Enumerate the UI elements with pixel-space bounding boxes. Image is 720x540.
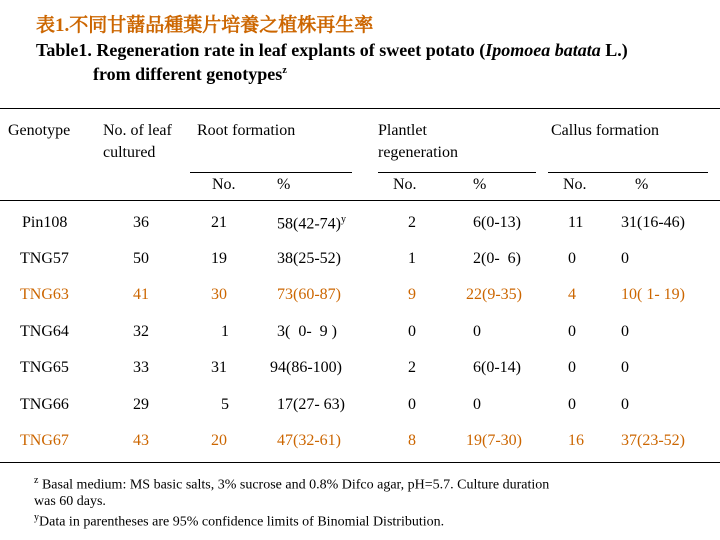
footnote-y xyxy=(34,512,444,531)
cell-callus-pct xyxy=(621,286,685,304)
cell-leaf-cultured xyxy=(133,214,149,232)
subheader-callus-no: No. xyxy=(563,176,587,193)
cell-callus-pct-text: 0 xyxy=(621,323,629,340)
cell-root-pct-text: 47(32-61) xyxy=(277,432,341,449)
cell-root-pct xyxy=(277,432,341,450)
cell-callus-pct xyxy=(621,359,629,377)
cell-plantlet-pct-text: 0 xyxy=(473,396,481,413)
table-top-rule xyxy=(0,108,720,109)
cell-genotype xyxy=(20,359,69,377)
cell-root-pct xyxy=(277,323,337,341)
cell-plantlet-pct-text: 19(7-30) xyxy=(466,432,522,449)
cell-callus-no xyxy=(568,214,583,232)
header-plantlet-line2: regeneration xyxy=(378,144,458,161)
cell-callus-pct xyxy=(621,432,685,450)
cell-callus-pct-text: 37(23-52) xyxy=(621,432,685,449)
cell-callus-no-text: 16 xyxy=(568,432,584,449)
cell-root-no-text: 31 xyxy=(211,359,227,376)
cell-genotype-text: TNG64 xyxy=(20,323,69,340)
cell-callus-no-text: 0 xyxy=(568,396,576,413)
cell-callus-no xyxy=(568,432,584,450)
subheader-plantlet-pct: % xyxy=(473,176,487,193)
cell-root-pct-text: 73(60-87) xyxy=(277,286,341,303)
cell-plantlet-no xyxy=(408,250,416,268)
cell-callus-no xyxy=(568,250,576,268)
cell-genotype-text: TNG66 xyxy=(20,396,69,413)
footnote-z xyxy=(34,475,549,494)
cell-root-no-text: 5 xyxy=(221,396,229,413)
footnote-z-continued: was 60 days. xyxy=(34,494,106,509)
cell-callus-no xyxy=(568,396,576,414)
cell-plantlet-no-text: 0 xyxy=(408,323,416,340)
cell-root-no xyxy=(211,214,227,232)
subheader-root-pct: % xyxy=(277,176,291,193)
subheader-plantlet-no: No. xyxy=(393,176,417,193)
plantlet-underline xyxy=(378,172,536,173)
cell-root-no-text: 19 xyxy=(211,250,227,267)
subheader-callus-pct: % xyxy=(635,176,649,193)
cell-plantlet-no xyxy=(408,359,416,377)
cell-genotype-text: TNG57 xyxy=(20,250,69,267)
cell-callus-no xyxy=(568,359,576,377)
cell-plantlet-no-text: 9 xyxy=(408,286,416,303)
cell-root-pct-text: 94(86-100) xyxy=(270,359,342,376)
cell-root-pct-text: 58(42-74) xyxy=(277,215,341,233)
cell-root-no xyxy=(211,432,227,450)
title-line2-text: from different genotypes xyxy=(93,64,283,84)
cell-callus-no-text: 0 xyxy=(568,250,576,267)
cell-leaf-cultured xyxy=(133,396,149,414)
cell-root-pct xyxy=(277,214,346,233)
cell-root-no-text: 20 xyxy=(211,432,227,449)
cell-plantlet-pct-text: 22(9-35) xyxy=(466,286,522,303)
cell-leaf-cultured-text: 33 xyxy=(133,359,149,376)
cell-callus-no xyxy=(568,286,576,304)
cell-root-pct-text: 17(27- 63) xyxy=(277,396,345,413)
cell-leaf-cultured xyxy=(133,250,149,268)
cell-root-no-text: 21 xyxy=(211,214,227,231)
cell-root-pct xyxy=(277,396,345,414)
cell-root-no xyxy=(211,359,227,377)
cell-leaf-cultured xyxy=(133,359,149,377)
cell-plantlet-pct xyxy=(473,214,521,232)
cell-root-no-text: 1 xyxy=(221,323,229,340)
cell-callus-pct xyxy=(621,250,629,268)
cell-callus-pct xyxy=(621,396,629,414)
cell-root-pct xyxy=(277,250,341,268)
footnote-y-marker: y xyxy=(34,512,39,523)
cell-root-pct xyxy=(277,286,341,304)
title-prefix: Table1. Regeneration rate in leaf explants of sweet potato ( xyxy=(36,40,486,60)
cell-plantlet-pct xyxy=(473,396,481,414)
cell-plantlet-no-text: 1 xyxy=(408,250,416,267)
cell-plantlet-pct-text: 2(0- 6) xyxy=(473,250,521,267)
cell-plantlet-pct-text: 6(0-14) xyxy=(473,359,521,376)
cell-root-pct-text: 38(25-52) xyxy=(277,250,341,267)
cell-genotype xyxy=(22,214,67,232)
cell-plantlet-no-text: 8 xyxy=(408,432,416,449)
cell-plantlet-pct-text: 0 xyxy=(473,323,481,340)
cell-leaf-cultured xyxy=(133,432,149,450)
cell-leaf-cultured-text: 43 xyxy=(133,432,149,449)
callus-underline xyxy=(548,172,708,173)
cell-genotype xyxy=(20,432,69,450)
footnote-y-line1: Data in parentheses are 95% confidence limits of Binomial Distribution. xyxy=(39,514,445,530)
cell-callus-no xyxy=(568,323,576,341)
cell-genotype xyxy=(20,250,69,268)
table-title-english-line2 xyxy=(93,64,287,85)
header-leaf-line2: cultured xyxy=(103,144,156,161)
cell-genotype xyxy=(20,323,69,341)
header-callus-formation: Callus formation xyxy=(551,122,659,139)
cell-root-no-text: 30 xyxy=(211,286,227,303)
cell-callus-pct-text: 0 xyxy=(621,359,629,376)
header-bottom-rule xyxy=(0,200,720,201)
cell-root-pct-text: 3( 0- 9 ) xyxy=(277,323,337,340)
cell-callus-pct-text: 0 xyxy=(621,396,629,413)
cell-plantlet-no xyxy=(408,286,416,304)
cell-plantlet-pct xyxy=(473,359,521,377)
cell-leaf-cultured-text: 36 xyxy=(133,214,149,231)
table-title-english xyxy=(36,40,628,61)
cell-callus-no-text: 0 xyxy=(568,323,576,340)
header-genotype: Genotype xyxy=(8,122,71,139)
cell-leaf-cultured-text: 50 xyxy=(133,250,149,267)
cell-plantlet-no xyxy=(408,432,416,450)
cell-root-no xyxy=(221,396,229,414)
title-footnote-marker: z xyxy=(282,65,287,76)
cell-genotype-text: TNG63 xyxy=(20,286,69,303)
title-suffix: L.) xyxy=(600,40,628,60)
cell-plantlet-no xyxy=(408,396,416,414)
cell-callus-pct xyxy=(621,214,685,232)
root-formation-underline xyxy=(190,172,352,173)
cell-genotype-text: Pin108 xyxy=(22,214,68,231)
cell-plantlet-no-text: 2 xyxy=(408,214,416,231)
cell-callus-no-text: 11 xyxy=(568,214,584,231)
cell-plantlet-pct xyxy=(466,286,522,304)
cell-callus-no-text: 4 xyxy=(568,286,576,303)
cell-leaf-cultured-text: 41 xyxy=(133,286,149,303)
cell-plantlet-pct xyxy=(473,250,521,268)
cell-root-no xyxy=(211,286,227,304)
cell-genotype xyxy=(20,286,69,304)
cell-callus-pct xyxy=(621,323,629,341)
cell-genotype-text: TNG65 xyxy=(20,359,69,376)
footnote-z-marker: z xyxy=(34,475,39,486)
header-plantlet-line1: Plantlet xyxy=(378,122,427,139)
cell-genotype-text: TNG67 xyxy=(20,432,69,449)
cell-plantlet-no xyxy=(408,214,416,232)
cell-leaf-cultured-text: 32 xyxy=(133,323,149,340)
cell-plantlet-no-text: 2 xyxy=(408,359,416,376)
cell-callus-pct-text: 10( 1- 19) xyxy=(621,286,685,303)
cell-root-no xyxy=(211,250,227,268)
cell-leaf-cultured xyxy=(133,286,149,304)
footnote-marker: y xyxy=(340,214,346,225)
subheader-root-no: No. xyxy=(212,176,236,193)
cell-leaf-cultured-text: 29 xyxy=(133,396,149,413)
cell-plantlet-pct xyxy=(466,432,522,450)
table-bottom-rule xyxy=(0,462,720,463)
table-title-chinese: 表1.不同甘藷品種葉片培養之植株再生率 xyxy=(36,15,374,36)
cell-plantlet-pct-text: 6(0-13) xyxy=(473,214,521,231)
cell-leaf-cultured xyxy=(133,323,149,341)
cell-callus-no-text: 0 xyxy=(568,359,576,376)
header-root-formation: Root formation xyxy=(197,122,296,139)
cell-plantlet-no xyxy=(408,323,416,341)
title-species: Ipomoea batata xyxy=(485,40,601,60)
header-leaf-line1: No. of leaf xyxy=(103,122,172,139)
footnote-z-line1: Basal medium: MS basic salts, 3% sucrose and 0.8% Difco agar, pH=5.7. Culture duration xyxy=(41,477,550,493)
cell-genotype xyxy=(20,396,69,414)
cell-callus-pct-text: 0 xyxy=(621,250,629,267)
cell-plantlet-no-text: 0 xyxy=(408,396,416,413)
cell-plantlet-pct xyxy=(473,323,481,341)
cell-callus-pct-text: 31(16-46) xyxy=(621,214,685,231)
cell-root-no xyxy=(221,323,229,341)
cell-root-pct xyxy=(270,359,342,377)
